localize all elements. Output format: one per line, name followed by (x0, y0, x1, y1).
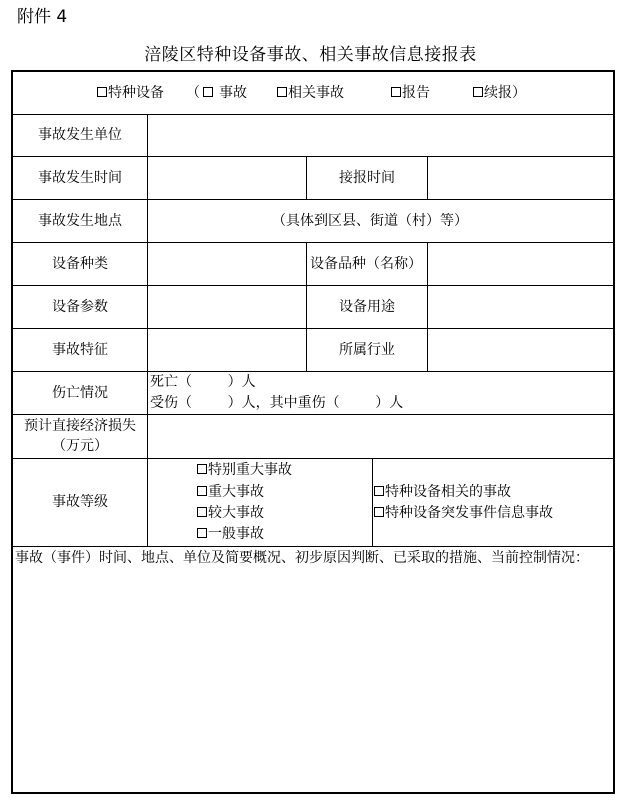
checkbox-icon[interactable] (197, 507, 207, 517)
injury-count-field[interactable]: 受伤（ ）人，其中重伤（ ）人 (150, 395, 404, 411)
input-device-params[interactable] (148, 285, 306, 328)
label-accident-grade: 事故等级 (52, 494, 108, 510)
checkbox-icon[interactable] (374, 486, 384, 496)
label-economic-loss (13, 414, 147, 458)
checkbox-icon[interactable] (374, 507, 384, 517)
row-divider (13, 546, 613, 547)
label-device-type: 设备种类 (52, 255, 108, 272)
label-accident-feature: 事故特征 (52, 341, 108, 358)
label-industry: 所属行业 (339, 341, 395, 358)
checkbox-icon[interactable] (277, 87, 287, 97)
input-accident-unit[interactable] (148, 114, 613, 156)
input-report-time[interactable] (428, 156, 613, 199)
checkbox-icon[interactable] (391, 87, 401, 97)
description-prompt: 事故（事件）时间、地点、单位及简要概况、初步原因判断、已采取的措施、当前控制情况： (15, 550, 589, 566)
loss-label-line2: （万元） (52, 438, 108, 454)
input-device-type[interactable] (148, 242, 306, 285)
checkbox-icon[interactable] (203, 87, 213, 97)
label-device-params: 设备参数 (52, 298, 108, 315)
grade-category-emergency[interactable]: 特种设备突发事件信息事故 (374, 503, 553, 523)
loss-label-line1: 预计直接经济损失 (24, 418, 136, 434)
input-device-variety[interactable] (431, 242, 613, 285)
death-count-field[interactable]: 死亡（ ）人 (150, 374, 256, 390)
input-device-use[interactable] (428, 285, 613, 328)
report-type-accident[interactable]: （ 事故 (186, 85, 247, 101)
label-device-variety: 设备品种（名称） (310, 255, 422, 272)
annex-label: 附件 4 (17, 7, 68, 27)
report-form (11, 70, 615, 794)
checkbox-icon[interactable] (97, 87, 107, 97)
input-economic-loss[interactable] (148, 414, 613, 458)
page-title: 涪陵区特种设备事故、相关事故信息接报表 (144, 45, 477, 65)
report-type-related-accident[interactable]: 相关事故 (277, 83, 344, 103)
label-accident-unit: 事故发生单位 (38, 127, 122, 143)
report-type-report[interactable]: 报告 (391, 83, 430, 103)
grade-level-larger[interactable]: 较大事故 (197, 503, 264, 523)
description-textarea[interactable] (13, 592, 613, 792)
checkbox-icon[interactable] (473, 87, 483, 97)
grade-level-major[interactable]: 重大事故 (197, 482, 264, 502)
input-industry[interactable] (428, 328, 613, 371)
grade-category-related[interactable]: 特种设备相关的事故 (374, 482, 511, 502)
checkbox-icon[interactable] (197, 486, 207, 496)
grade-level-general[interactable]: 一般事故 (197, 524, 264, 544)
label-accident-time: 事故发生时间 (38, 169, 122, 186)
label-report-time: 接报时间 (339, 169, 395, 186)
checkbox-icon[interactable] (197, 528, 207, 538)
location-hint[interactable]: （具体到区县、街道（村）等） (272, 212, 468, 229)
input-accident-time[interactable] (148, 156, 306, 199)
grade-level-extraordinary[interactable]: 特别重大事故 (197, 460, 292, 480)
report-type-special-equipment[interactable]: 特种设备 (97, 83, 164, 103)
label-casualties: 伤亡情况 (52, 384, 108, 401)
report-type-follow-up[interactable]: 续报） (473, 83, 526, 103)
checkbox-icon[interactable] (197, 464, 207, 474)
label-accident-location: 事故发生地点 (38, 212, 122, 229)
col-divider (372, 458, 373, 546)
label-device-use: 设备用途 (339, 298, 395, 315)
input-accident-feature[interactable] (148, 328, 306, 371)
